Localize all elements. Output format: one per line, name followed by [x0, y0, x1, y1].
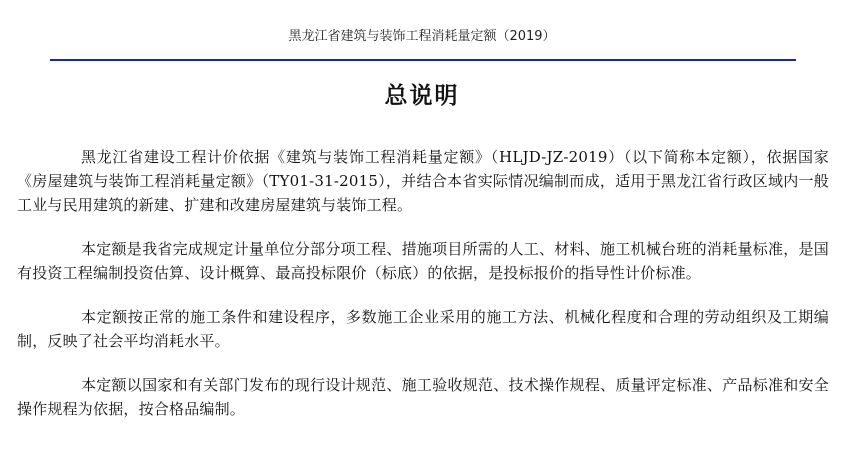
document-body	[17, 145, 829, 441]
page-title: 总说明	[384, 83, 460, 109]
header-divider	[50, 59, 796, 61]
running-header: 黑龙江省建筑与装饰工程消耗量定额（2019）	[288, 29, 556, 44]
paragraph-4: 本定额以国家和有关部门发布的现行设计规范、施工验收规范、技术操作规程、质量评定标准、产品标准和安全操作规程为依据，按合格品编制。	[17, 376, 829, 418]
paragraph-2: 本定额是我省完成规定计量单位分部分项工程、措施项目所需的人工、材料、施工机械台班的消耗量标准，是国有投资工程编制投资估算、设计概算、最高投标限价（标底）的依据，是投标报价的指导性计价标准。	[17, 240, 829, 282]
paragraph-1: 黑龙江省建设工程计价依据《建筑与装饰工程消耗量定额》（HLJD-JZ-2019）（以下简称本定额），依据国家《房屋建筑与装饰工程消耗量定额》（TY01-31-2015），并结合本省实际情况编制而成，适用于黑龙江省行政区域内一般工业与民用建筑的新建、扩建和改建房屋建筑与装饰工程。	[17, 148, 829, 214]
paragraph-3: 本定额按正常的施工条件和建设程序，多数施工企业采用的施工方法、机械化程度和合理的劳动组织及工期编制，反映了社会平均消耗水平。	[17, 308, 829, 350]
